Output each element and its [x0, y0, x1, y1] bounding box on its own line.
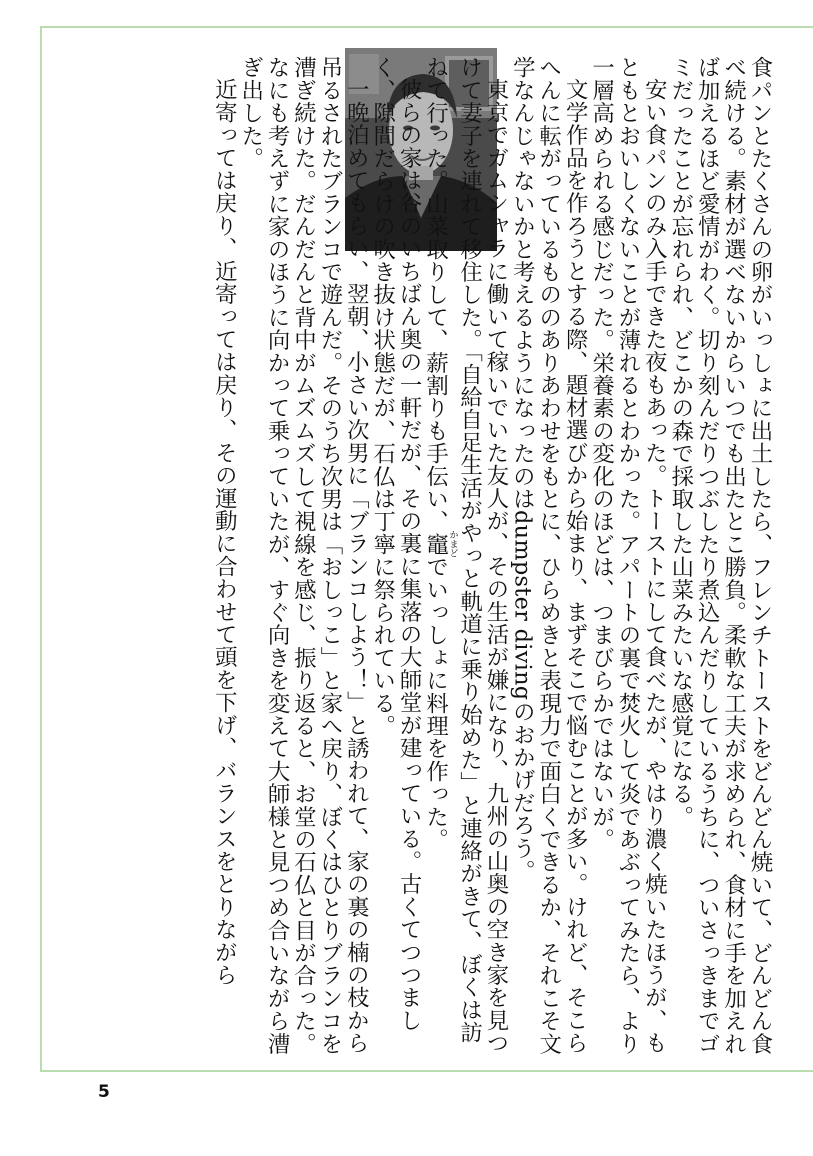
- paragraph: 文学作品を作ろうとする際、題材選びから始まり、まずそこで悩むことが多い。けれど、そこらへんに転がっているもののありあわせをもとに、ひらめきと表現力で面白くできるか、それこそ文学なんじゃないかと考えるようになったのはdumpster divingのおかげだろう。: [509, 56, 589, 1055]
- paragraph: 彼らの家は谷のいちばん奥の一軒だが、その裏に集落の大師堂が建っている。古くてつつましく、隙間だらけの吹き抜け状態だが、石仏は丁寧に祭られている。: [369, 56, 423, 1032]
- ruby-annotation: 竈 かまど: [422, 530, 458, 559]
- paragraph: 食パンとたくさんの卵がいっしょに出土したら、フレンチトーストをどんどん焼いて、どんどん食べ続ける。素材が選べないからいつでも出たとこ勝負。柔軟な工夫が求められ、食材に手を加えれば加えるほど愛情がわく。切り刻んだりつぶしたり煮込んだりしているうちに、ついさっきまでゴミだったことが忘れられ、どこかの森で採取した山菜みたいな感覚になる。: [667, 56, 773, 1055]
- paragraph: 一晩泊めてもらい、翌朝、小さい次男に「ブランコしよう！」と誘われて、家の裏の楠の枝から吊るされたブランコで遊んだ。そのうち次男は「おしっこ」と家へ戻り、ぼくはひとりブランコを漕ぎ続けた。だんだんと背中がムズムズして視線を感じ、振り返ると、お堂の石仏と目が合った。なにも考えずに家のほうに向かって乗っていたが、すぐ向きを変えて大師様と見つめ合いながら漕ぎ出した。: [237, 56, 370, 1055]
- article-body: [73, 56, 773, 1056]
- paragraph: 近寄っては戻り、近寄っては戻り、その運動に合わせて頭を下げ、バランスをとりながら: [211, 78, 238, 987]
- paragraph: 安い食パンのみ入手できた夜もあった。トーストにして食べたが、やはり濃く焼いたほうが、もともとおいしくないことが薄れるとわかった。アパートの裏で焚火して炎であぶってみたら、より一層高められる感じだった。栄養素の変化のほどは、つまびらかではないが。: [588, 56, 668, 1055]
- paragraph: 東京でガムシャラに働いて稼いでいた友人が、その生活が嫌になり、九州の山奥の空き家を見つけて妻子を連れて移住した。「自給自足生活がやっと軌道に乗り始めた」と連絡がきて、ぼくは訪ねて行った。山菜取りして、薪割りも手伝い、竈 かまどでいっしょに料理を作った。: [422, 56, 509, 1055]
- page-number: 5: [98, 1082, 110, 1102]
